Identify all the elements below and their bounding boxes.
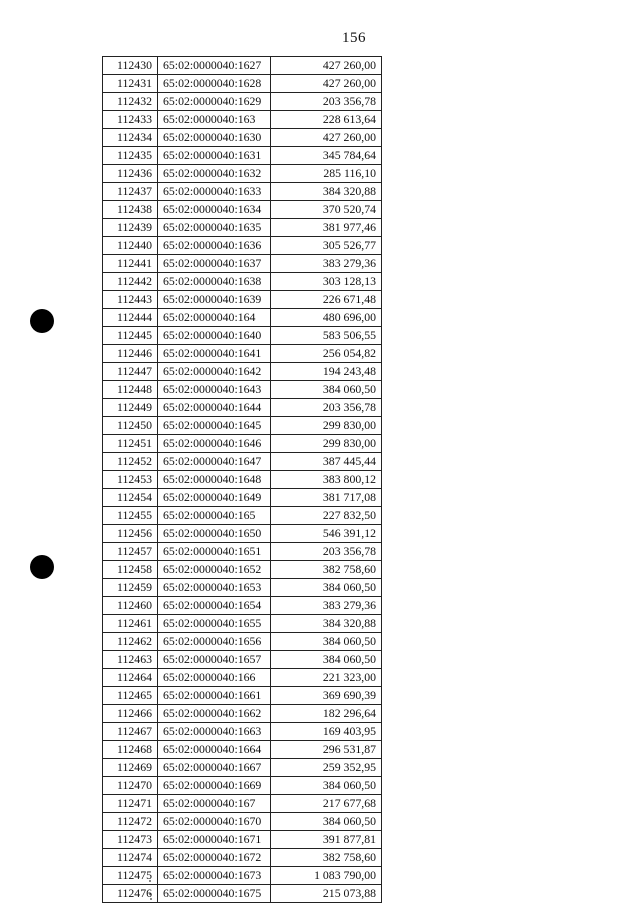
cadastral-value-cell: 381 977,46 bbox=[271, 219, 382, 237]
cadastral-number-cell: 65:02:0000040:1635 bbox=[158, 219, 271, 237]
cadastral-number-cell: 65:02:0000040:1642 bbox=[158, 363, 271, 381]
cadastral-number-cell: 65:02:0000040:1671 bbox=[158, 831, 271, 849]
row-number-cell: 112441 bbox=[103, 255, 158, 273]
row-number-cell: 112446 bbox=[103, 345, 158, 363]
cadastral-value-cell: 387 445,44 bbox=[271, 453, 382, 471]
cadastral-number-cell: 65:02:0000040:1669 bbox=[158, 777, 271, 795]
row-number-cell: 112462 bbox=[103, 633, 158, 651]
cadastral-value-cell: 427 260,00 bbox=[271, 57, 382, 75]
row-number-cell: 112430 bbox=[103, 57, 158, 75]
row-number-cell: 112460 bbox=[103, 597, 158, 615]
table-row bbox=[103, 705, 382, 723]
cadastral-number-cell: 65:02:0000040:1653 bbox=[158, 579, 271, 597]
table-row bbox=[103, 381, 382, 399]
row-number-cell: 112476 bbox=[103, 885, 158, 903]
table-row bbox=[103, 615, 382, 633]
cadastral-number-cell: 65:02:0000040:1630 bbox=[158, 129, 271, 147]
row-number-cell: 112435 bbox=[103, 147, 158, 165]
cadastral-number-cell: 65:02:0000040:1656 bbox=[158, 633, 271, 651]
row-number-cell: 112469 bbox=[103, 759, 158, 777]
cadastral-value-cell: 305 526,77 bbox=[271, 237, 382, 255]
table-row bbox=[103, 147, 382, 165]
row-number-cell: 112453 bbox=[103, 471, 158, 489]
table-row bbox=[103, 669, 382, 687]
table-row bbox=[103, 579, 382, 597]
cadastral-number-cell: 65:02:0000040:1629 bbox=[158, 93, 271, 111]
cadastral-value-cell: 226 671,48 bbox=[271, 291, 382, 309]
cadastral-value-cell: 203 356,78 bbox=[271, 399, 382, 417]
table-row bbox=[103, 867, 382, 885]
cadastral-number-cell: 65:02:0000040:165 bbox=[158, 507, 271, 525]
row-number-cell: 112457 bbox=[103, 543, 158, 561]
cadastral-value-table bbox=[102, 56, 382, 903]
cadastral-value-cell: 299 830,00 bbox=[271, 417, 382, 435]
table-row bbox=[103, 525, 382, 543]
cadastral-number-cell: 65:02:0000040:1655 bbox=[158, 615, 271, 633]
table-body bbox=[103, 57, 382, 903]
row-number-cell: 112471 bbox=[103, 795, 158, 813]
table-row bbox=[103, 723, 382, 741]
row-number-cell: 112458 bbox=[103, 561, 158, 579]
cadastral-number-cell: 65:02:0000040:1636 bbox=[158, 237, 271, 255]
cadastral-value-cell: 391 877,81 bbox=[271, 831, 382, 849]
cadastral-number-cell: 65:02:0000040:1646 bbox=[158, 435, 271, 453]
row-number-cell: 112454 bbox=[103, 489, 158, 507]
cadastral-value-cell: 383 800,12 bbox=[271, 471, 382, 489]
cadastral-number-cell: 65:02:0000040:1633 bbox=[158, 183, 271, 201]
cadastral-value-cell: 345 784,64 bbox=[271, 147, 382, 165]
table-row bbox=[103, 435, 382, 453]
cadastral-value-cell: 215 073,88 bbox=[271, 885, 382, 903]
table-row bbox=[103, 831, 382, 849]
cadastral-number-cell: 65:02:0000040:1667 bbox=[158, 759, 271, 777]
table-row bbox=[103, 507, 382, 525]
table-row bbox=[103, 93, 382, 111]
table-row bbox=[103, 345, 382, 363]
cadastral-number-cell: 65:02:0000040:1673 bbox=[158, 867, 271, 885]
table-row bbox=[103, 255, 382, 273]
cadastral-value-cell: 384 320,88 bbox=[271, 183, 382, 201]
table-row bbox=[103, 273, 382, 291]
cadastral-number-cell: 65:02:0000040:1641 bbox=[158, 345, 271, 363]
cadastral-number-cell: 65:02:0000040:1663 bbox=[158, 723, 271, 741]
table-row bbox=[103, 561, 382, 579]
cadastral-value-cell: 384 060,50 bbox=[271, 579, 382, 597]
cadastral-value-cell: 285 116,10 bbox=[271, 165, 382, 183]
cadastral-number-cell: 65:02:0000040:1644 bbox=[158, 399, 271, 417]
cadastral-number-cell: 65:02:0000040:1648 bbox=[158, 471, 271, 489]
table-row bbox=[103, 327, 382, 345]
table-row bbox=[103, 777, 382, 795]
cadastral-number-cell: 65:02:0000040:1637 bbox=[158, 255, 271, 273]
cadastral-number-cell: 65:02:0000040:1661 bbox=[158, 687, 271, 705]
cadastral-value-cell: 296 531,87 bbox=[271, 741, 382, 759]
cadastral-number-cell: 65:02:0000040:1651 bbox=[158, 543, 271, 561]
table-row bbox=[103, 129, 382, 147]
cadastral-value-cell: 384 060,50 bbox=[271, 813, 382, 831]
cadastral-value-cell: 259 352,95 bbox=[271, 759, 382, 777]
cadastral-number-cell: 65:02:0000040:1634 bbox=[158, 201, 271, 219]
row-number-cell: 112470 bbox=[103, 777, 158, 795]
cadastral-number-cell: 65:02:0000040:1631 bbox=[158, 147, 271, 165]
cadastral-number-cell: 65:02:0000040:1628 bbox=[158, 75, 271, 93]
cadastral-value-cell: 427 260,00 bbox=[271, 129, 382, 147]
cadastral-value-cell: 1 083 790,00 bbox=[271, 867, 382, 885]
row-number-cell: 112459 bbox=[103, 579, 158, 597]
row-number-cell: 112442 bbox=[103, 273, 158, 291]
row-number-cell: 112448 bbox=[103, 381, 158, 399]
row-number-cell: 112463 bbox=[103, 651, 158, 669]
cadastral-value-cell: 370 520,74 bbox=[271, 201, 382, 219]
cadastral-number-cell: 65:02:0000040:1647 bbox=[158, 453, 271, 471]
cadastral-value-cell: 384 060,50 bbox=[271, 633, 382, 651]
cadastral-value-cell: 384 320,88 bbox=[271, 615, 382, 633]
table-row bbox=[103, 489, 382, 507]
table-row bbox=[103, 633, 382, 651]
row-number-cell: 112437 bbox=[103, 183, 158, 201]
row-number-cell: 112438 bbox=[103, 201, 158, 219]
table-row bbox=[103, 57, 382, 75]
cadastral-number-cell: 65:02:0000040:1639 bbox=[158, 291, 271, 309]
table-row bbox=[103, 543, 382, 561]
cadastral-number-cell: 65:02:0000040:1670 bbox=[158, 813, 271, 831]
table-row bbox=[103, 885, 382, 903]
cadastral-number-cell: 65:02:0000040:163 bbox=[158, 111, 271, 129]
table-row bbox=[103, 75, 382, 93]
cadastral-number-cell: 65:02:0000040:166 bbox=[158, 669, 271, 687]
cadastral-value-cell: 381 717,08 bbox=[271, 489, 382, 507]
cadastral-number-cell: 65:02:0000040:1664 bbox=[158, 741, 271, 759]
row-number-cell: 112450 bbox=[103, 417, 158, 435]
table-row bbox=[103, 219, 382, 237]
row-number-cell: 112461 bbox=[103, 615, 158, 633]
table-row bbox=[103, 165, 382, 183]
cadastral-value-cell: 303 128,13 bbox=[271, 273, 382, 291]
table-row bbox=[103, 849, 382, 867]
row-number-cell: 112434 bbox=[103, 129, 158, 147]
cadastral-value-cell: 384 060,50 bbox=[271, 381, 382, 399]
cadastral-number-cell: 65:02:0000040:1649 bbox=[158, 489, 271, 507]
punch-hole-mark bbox=[30, 555, 54, 579]
cadastral-value-cell: 221 323,00 bbox=[271, 669, 382, 687]
cadastral-number-cell: 65:02:0000040:1654 bbox=[158, 597, 271, 615]
row-number-cell: 112433 bbox=[103, 111, 158, 129]
cadastral-value-cell: 546 391,12 bbox=[271, 525, 382, 543]
row-number-cell: 112440 bbox=[103, 237, 158, 255]
row-number-cell: 112466 bbox=[103, 705, 158, 723]
cadastral-value-cell: 583 506,55 bbox=[271, 327, 382, 345]
row-number-cell: 112447 bbox=[103, 363, 158, 381]
cadastral-number-cell: 65:02:0000040:1657 bbox=[158, 651, 271, 669]
row-number-cell: 112436 bbox=[103, 165, 158, 183]
table-row bbox=[103, 453, 382, 471]
row-number-cell: 112443 bbox=[103, 291, 158, 309]
row-number-cell: 112431 bbox=[103, 75, 158, 93]
table-row bbox=[103, 183, 382, 201]
cadastral-number-cell: 65:02:0000040:1627 bbox=[158, 57, 271, 75]
cadastral-value-cell: 228 613,64 bbox=[271, 111, 382, 129]
cadastral-number-cell: 65:02:0000040:1632 bbox=[158, 165, 271, 183]
table-row bbox=[103, 795, 382, 813]
table-row bbox=[103, 813, 382, 831]
row-number-cell: 112467 bbox=[103, 723, 158, 741]
cadastral-number-cell: 65:02:0000040:167 bbox=[158, 795, 271, 813]
table-row bbox=[103, 201, 382, 219]
cadastral-value-cell: 203 356,78 bbox=[271, 93, 382, 111]
table-row bbox=[103, 291, 382, 309]
cadastral-number-cell: 65:02:0000040:1675 bbox=[158, 885, 271, 903]
table-row bbox=[103, 237, 382, 255]
cadastral-value-cell: 182 296,64 bbox=[271, 705, 382, 723]
cadastral-value-cell: 384 060,50 bbox=[271, 651, 382, 669]
cadastral-number-cell: 65:02:0000040:164 bbox=[158, 309, 271, 327]
row-number-cell: 112452 bbox=[103, 453, 158, 471]
row-number-cell: 112456 bbox=[103, 525, 158, 543]
cadastral-number-cell: 65:02:0000040:1652 bbox=[158, 561, 271, 579]
cadastral-value-cell: 382 758,60 bbox=[271, 561, 382, 579]
table-row bbox=[103, 309, 382, 327]
cadastral-number-cell: 65:02:0000040:1638 bbox=[158, 273, 271, 291]
table-row bbox=[103, 597, 382, 615]
table-row bbox=[103, 759, 382, 777]
row-number-cell: 112474 bbox=[103, 849, 158, 867]
cadastral-value-cell: 383 279,36 bbox=[271, 255, 382, 273]
cadastral-value-cell: 369 690,39 bbox=[271, 687, 382, 705]
row-number-cell: 112444 bbox=[103, 309, 158, 327]
cadastral-value-cell: 384 060,50 bbox=[271, 777, 382, 795]
row-number-cell: 112432 bbox=[103, 93, 158, 111]
row-number-cell: 112468 bbox=[103, 741, 158, 759]
table-row bbox=[103, 417, 382, 435]
row-number-cell: 112473 bbox=[103, 831, 158, 849]
row-number-cell: 112455 bbox=[103, 507, 158, 525]
punch-hole-mark bbox=[30, 309, 54, 333]
table-row bbox=[103, 363, 382, 381]
cadastral-number-cell: 65:02:0000040:1662 bbox=[158, 705, 271, 723]
page-number: 156 bbox=[342, 30, 366, 46]
cadastral-value-cell: 299 830,00 bbox=[271, 435, 382, 453]
row-number-cell: 112451 bbox=[103, 435, 158, 453]
cadastral-value-cell: 382 758,60 bbox=[271, 849, 382, 867]
cadastral-number-cell: 65:02:0000040:1640 bbox=[158, 327, 271, 345]
cadastral-value-cell: 217 677,68 bbox=[271, 795, 382, 813]
cadastral-number-cell: 65:02:0000040:1650 bbox=[158, 525, 271, 543]
cadastral-value-cell: 203 356,78 bbox=[271, 543, 382, 561]
cadastral-number-cell: 65:02:0000040:1645 bbox=[158, 417, 271, 435]
row-number-cell: 112445 bbox=[103, 327, 158, 345]
table-row bbox=[103, 741, 382, 759]
row-number-cell: 112464 bbox=[103, 669, 158, 687]
row-number-cell: 112472 bbox=[103, 813, 158, 831]
table-row bbox=[103, 111, 382, 129]
row-number-cell: 112475 bbox=[103, 867, 158, 885]
row-number-cell: 112465 bbox=[103, 687, 158, 705]
table-row bbox=[103, 471, 382, 489]
cadastral-value-cell: 256 054,82 bbox=[271, 345, 382, 363]
row-number-cell: 112449 bbox=[103, 399, 158, 417]
cadastral-value-cell: 227 832,50 bbox=[271, 507, 382, 525]
table-row bbox=[103, 399, 382, 417]
cadastral-value-cell: 194 243,48 bbox=[271, 363, 382, 381]
table-row bbox=[103, 687, 382, 705]
cadastral-value-cell: 427 260,00 bbox=[271, 75, 382, 93]
cadastral-value-cell: 480 696,00 bbox=[271, 309, 382, 327]
cadastral-value-cell: 383 279,36 bbox=[271, 597, 382, 615]
cadastral-number-cell: 65:02:0000040:1672 bbox=[158, 849, 271, 867]
table-row bbox=[103, 651, 382, 669]
row-number-cell: 112439 bbox=[103, 219, 158, 237]
cadastral-value-cell: 169 403,95 bbox=[271, 723, 382, 741]
cadastral-number-cell: 65:02:0000040:1643 bbox=[158, 381, 271, 399]
